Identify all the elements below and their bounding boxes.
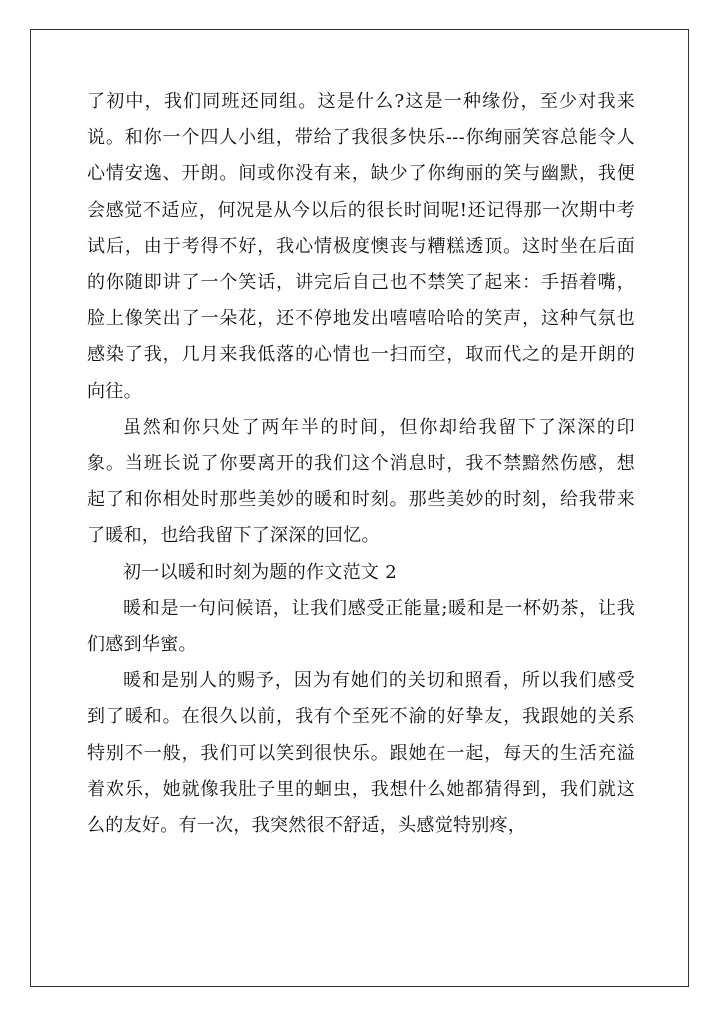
section-title: 初一以暖和时刻为题的作文范文 2 [123,561,397,583]
paragraph-2: 虽然和你只处了两年半的时间，但你却给我留下了深深的印象。当班长说了你要离开的我们这个消息时，我不禁黯然伤感，想起了和你相处时那些美妙的暖和时刻。那些美妙的时刻，给我带来了暖和，也给我留下了深深的回忆。 [87,416,635,547]
paragraph-3: 暖和是一句问候语，让我们感受正能量;暖和是一杯奶茶，让我们感到华蜜。 [87,597,635,656]
paragraph-1: 了初中，我们同班还同组。这是什么?这是一种缘份，至少对我来说。和你一个四人小组，带给了我很多快乐---你绚丽笑容总能令人心情安逸、开朗。间或你没有来，缺少了你绚丽的笑与幽默，我便会感觉不适应，何况是从今以后的很长时间呢!还记得那一次期中考试后，由于考得不好，我心情极度懊丧与糟糕透顶。这时坐在后面的你随即讲了一个笑话，讲完后自己也不禁笑了起来：手捂着嘴，脸上像笑出了一朵花，还不停地发出嘻嘻哈哈的笑声，这种气氛也感染了我，几月来我低落的心情也一扫而空，取而代之的是开朗的向往。 [87,91,635,402]
document-body [87,84,635,844]
paragraph-4: 暖和是别人的赐予，因为有她们的关切和照看，所以我们感受到了暖和。在很久以前，我有个至死不渝的好挚友，我跟她的关系特别不一般，我们可以笑到很快乐。跟她在一起，每天的生活充溢着欢乐，她就像我肚子里的蛔虫，我想什么她都猜得到，我们就这么的友好。有一次，我突然很不舒适，头感觉特别疼， [87,670,635,837]
